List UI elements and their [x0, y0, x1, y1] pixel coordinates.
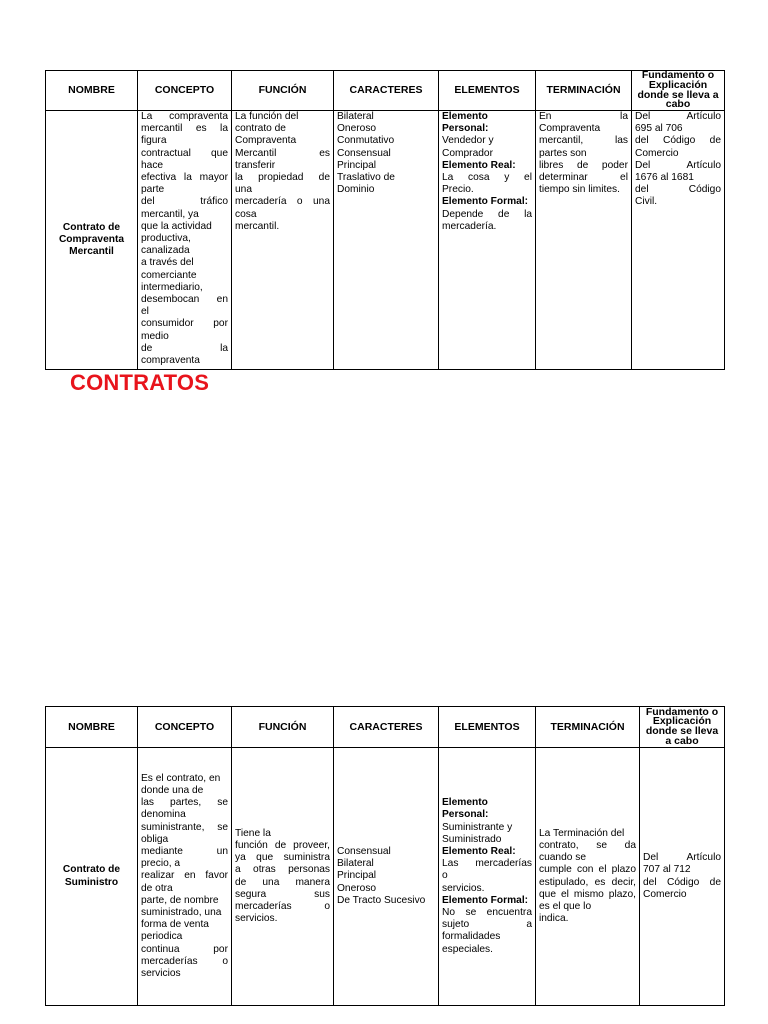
concepto-line: continua por	[141, 943, 228, 955]
header-fundamento: Fundamento o Explicación donde se lleva a cabo	[640, 707, 725, 748]
concepto-line: de la	[141, 342, 228, 354]
concepto-line: parte	[141, 184, 165, 196]
concepto-line: a través del	[141, 257, 194, 269]
funcion-line: mercantil.	[235, 220, 280, 232]
concepto-line: medio	[141, 330, 169, 342]
terminacion-line: libres de poder	[539, 159, 628, 171]
header-caracteres: CARACTERES	[334, 71, 439, 111]
table-row	[46, 748, 725, 1006]
terminacion-line: determinar el	[539, 172, 628, 184]
funcion-line: segura sus	[235, 888, 330, 900]
header-funcion: FUNCIÓN	[232, 707, 334, 748]
concepto-cell	[138, 748, 232, 1006]
fundamento-cell	[632, 111, 725, 370]
elemento-line: La cosa y el	[442, 172, 532, 184]
concepto-line: suministrante, se	[141, 821, 228, 833]
fundamento-cell	[640, 748, 725, 1006]
concepto-line: que la actividad	[141, 220, 212, 232]
concepto-line: donde una de	[141, 784, 204, 796]
elemento-line: sujeto a	[442, 919, 532, 931]
terminacion-line: contrato, se da	[539, 839, 636, 851]
funcion-line: servicios.	[235, 913, 278, 925]
header-row	[46, 707, 725, 748]
caracter-item: Consensual	[337, 147, 391, 159]
elemento-line: Precio.	[442, 184, 474, 196]
elemento-line: Vendedor y	[442, 135, 494, 147]
concepto-line: La compraventa	[141, 111, 228, 122]
section-title: CONTRATOS	[70, 370, 210, 395]
contract-table-suministro	[45, 706, 725, 1006]
elemento-label	[442, 160, 532, 172]
fundamento-line: 1676 al 1681	[635, 172, 694, 184]
funcion-line: a otras personas	[235, 864, 330, 876]
fundamento-line: del Código de	[643, 876, 721, 888]
header-terminacion: TERMINACIÓN	[536, 707, 640, 748]
terminacion-line: mercantil, las	[539, 135, 628, 147]
concepto-line: mercantil es la	[141, 123, 228, 135]
concepto-line: mercaderías o	[141, 955, 228, 967]
funcion-line: una	[235, 184, 252, 196]
header-elementos: ELEMENTOS	[439, 707, 536, 748]
elemento-line: especiales.	[442, 943, 493, 955]
elemento-line: formalidades	[442, 931, 501, 943]
caracteres-cell	[334, 748, 439, 1006]
contract-name: Contrato de Compraventa Mercantil	[46, 111, 138, 370]
fundamento-line: del Código de	[635, 135, 721, 147]
fundamento-line: Del Artículo	[635, 111, 721, 122]
concepto-line: intermediario,	[141, 281, 203, 293]
concepto-line: contractual que	[141, 147, 228, 159]
elemento-label	[442, 846, 532, 858]
header-nombre: NOMBRE	[46, 71, 138, 111]
contract-name: Contrato de Suministro	[46, 748, 138, 1006]
elemento-label	[442, 895, 532, 907]
concepto-line: forma de venta	[141, 919, 209, 931]
concepto-line: consumidor por	[141, 318, 228, 330]
elemento-line: Suministrante y	[442, 821, 513, 833]
caracter-item: Principal	[337, 159, 377, 171]
funcion-line: ya que suministra	[235, 852, 330, 864]
elemento-label-text: Elemento Real:	[442, 159, 516, 171]
concepto-line: hace	[141, 159, 164, 171]
header-concepto: CONCEPTO	[138, 707, 232, 748]
concepto-cell	[138, 111, 232, 370]
header-terminacion: TERMINACIÓN	[536, 71, 632, 111]
concepto-line: de otra	[141, 882, 173, 894]
concepto-line: denomina	[141, 809, 186, 821]
elemento-line: Suministrado	[442, 833, 502, 845]
concepto-line: realizar en favor	[141, 870, 228, 882]
caracter-item: Oneroso	[337, 123, 377, 135]
terminacion-line: Compraventa	[539, 123, 601, 135]
funcion-line: La función del	[235, 111, 299, 122]
elemento-label-text: Elemento Personal:	[442, 111, 489, 135]
elementos-cell	[439, 111, 536, 370]
concepto-line: desembocan en	[141, 294, 228, 306]
concepto-line: compraventa	[141, 355, 200, 367]
concepto-line: servicios	[141, 968, 181, 980]
fundamento-line: Del Artículo	[643, 852, 721, 864]
header-funcion: FUNCIÓN	[232, 71, 334, 111]
header-fundamento: Fundamento o Explicación donde se lleva a cabo	[632, 71, 725, 111]
funcion-line: de una manera	[235, 876, 330, 888]
fundamento-line: del Código	[635, 184, 721, 196]
caracter-item: Dominio	[337, 184, 375, 196]
header-elementos: ELEMENTOS	[439, 71, 536, 111]
funcion-line: función de proveer,	[235, 839, 330, 851]
fundamento-line: Civil.	[635, 196, 658, 208]
elemento-label-text: Elemento Formal:	[442, 196, 529, 208]
fundamento-line: Del Artículo	[635, 159, 721, 171]
terminacion-line: En la	[539, 111, 628, 122]
elemento-label-text: Elemento Real:	[442, 845, 516, 857]
terminacion-line: indica.	[539, 913, 569, 925]
terminacion-line: es el que lo	[539, 900, 592, 912]
concepto-line: obliga	[141, 833, 169, 845]
fundamento-line: 707 al 712	[643, 864, 691, 876]
header-nombre: NOMBRE	[46, 707, 138, 748]
elemento-label	[442, 196, 532, 208]
terminacion-line: La Terminación del	[539, 827, 625, 839]
elemento-label-text: Elemento Personal:	[442, 797, 489, 821]
caracter-item: Oneroso	[337, 882, 377, 894]
concepto-line: efectiva la mayor	[141, 172, 228, 184]
funcion-line: mercadería o una	[235, 196, 330, 208]
contract-table-compraventa	[45, 70, 725, 370]
caracter-item: Principal	[337, 870, 377, 882]
funcion-line: transferir	[235, 159, 276, 171]
funcion-line: Compraventa	[235, 135, 297, 147]
caracter-item: De Tracto Sucesivo	[337, 894, 426, 906]
table-row	[46, 111, 725, 370]
elemento-label-text: Elemento Formal:	[442, 894, 529, 906]
concepto-line: el	[141, 306, 149, 318]
header-concepto: CONCEPTO	[138, 71, 232, 111]
concepto-line: Es el contrato, en	[141, 772, 221, 784]
concepto-line: periodica	[141, 931, 183, 943]
terminacion-line: partes son	[539, 147, 587, 159]
concepto-line: productiva,	[141, 233, 191, 245]
caracter-item: Consensual	[337, 845, 391, 857]
funcion-cell	[232, 748, 334, 1006]
funcion-line: cosa	[235, 208, 257, 220]
concepto-line: mediante un	[141, 845, 228, 857]
concepto-line: del tráfico	[141, 196, 228, 208]
elemento-line: o	[442, 870, 448, 882]
elemento-line: Las mercaderías	[442, 858, 532, 870]
elemento-label	[442, 797, 532, 821]
concepto-line: las partes, se	[141, 797, 228, 809]
funcion-line: mercaderías o	[235, 900, 330, 912]
elementos-cell	[439, 748, 536, 1006]
elemento-line: No se encuentra	[442, 907, 532, 918]
concepto-line: mercantil, ya	[141, 208, 199, 220]
funcion-line: la propiedad de	[235, 172, 330, 184]
header-row	[46, 71, 725, 111]
elemento-line: mercadería.	[442, 220, 497, 232]
fundamento-line: Comercio	[643, 888, 687, 900]
caracteres-cell	[334, 111, 439, 370]
caracter-item: Traslativo de	[337, 172, 395, 184]
concepto-line: suministrado, una	[141, 907, 222, 918]
header-caracteres: CARACTERES	[334, 707, 439, 748]
terminacion-line: estipulado, es decir,	[539, 876, 636, 888]
funcion-cell	[232, 111, 334, 370]
caracter-item: Conmutativo	[337, 135, 395, 147]
concepto-line: parte, de nombre	[141, 894, 219, 906]
terminacion-line: tiempo sin limites.	[539, 184, 620, 196]
caracter-item: Bilateral	[337, 858, 374, 870]
terminacion-line: cumple con el plazo	[539, 864, 636, 876]
fundamento-line: Comercio	[635, 147, 679, 159]
terminacion-cell	[536, 111, 632, 370]
caracter-item: Bilateral	[337, 111, 374, 122]
concepto-line: precio, a	[141, 858, 181, 870]
terminacion-line: cuando se	[539, 852, 587, 864]
concepto-line: canalizada	[141, 245, 190, 257]
terminacion-cell	[536, 748, 640, 1006]
elemento-line: servicios.	[442, 882, 485, 894]
funcion-line: contrato de	[235, 123, 286, 135]
concepto-line: comerciante	[141, 269, 197, 281]
elemento-line: Comprador	[442, 147, 493, 159]
elemento-line: Depende de la	[442, 208, 532, 220]
funcion-line: Tiene la	[235, 827, 271, 839]
concepto-line: figura	[141, 135, 167, 147]
fundamento-line: 695 al 706	[635, 123, 683, 135]
elemento-label	[442, 111, 532, 135]
funcion-line: Mercantil es	[235, 147, 330, 159]
terminacion-line: que el mismo plazo,	[539, 888, 636, 900]
